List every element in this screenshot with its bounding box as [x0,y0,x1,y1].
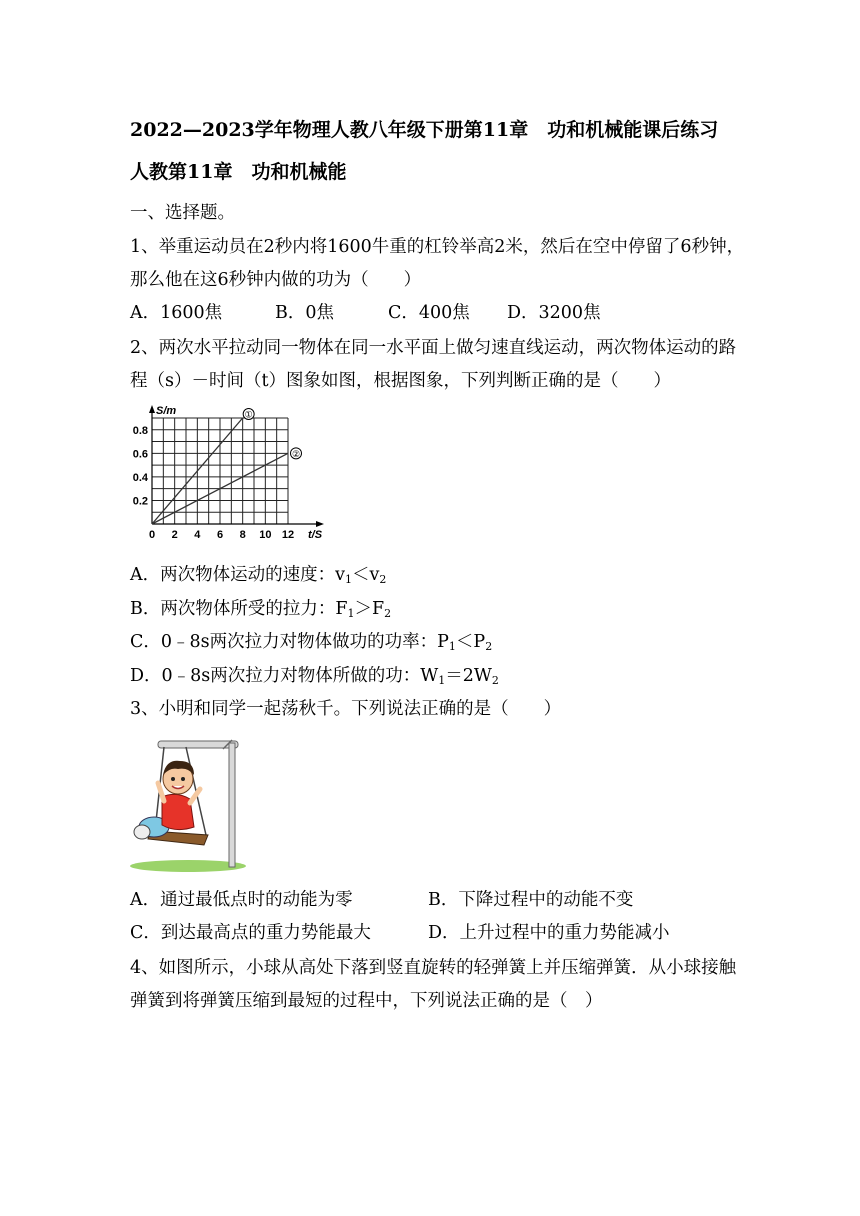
q1-stem-line1: 1、举重运动员在2秒内将1600牛重的杠铃举高2米，然后在空中停留了6秒钟， [130,237,745,257]
q1-stem-line2: 那么他在这6秒钟内做的功为（ ） [130,270,422,290]
x-tick-label: 8 [239,529,246,541]
q2-stem-line2: 程（s）－时间（t）图象如图，根据图象，下列判断正确的是（ ） [130,371,672,391]
series-label-1: ① [244,410,253,421]
x-axis-label: t/S [308,529,323,541]
q4-stem-line1: 4、如图所示，小球从高处下落到竖直旋转的轻弹簧上并压缩弹簧．从小球接触 [130,958,737,978]
x-tick-label: 10 [259,529,272,541]
q3-option-c: C．到达最高点的重力势能最大 [130,923,371,943]
q1-option-d: D．3200焦 [507,303,601,323]
q3-option-d: D．上升过程中的重力势能减小 [428,923,670,943]
x-tick-label: 6 [216,529,224,541]
x-tick-label: 12 [281,529,295,541]
y-tick-label: 0.2 [132,495,148,508]
section-heading: 一、选择题。 [130,203,235,223]
document-title: 2022—2023学年物理人教八年级下册第11章 功和机械能课后练习 [130,119,719,141]
q2-option-d: D．0﹣8s两次拉力对物体所做的功：$W_1=2W_2$ [130,666,499,687]
x-tick-label: 2 [171,529,178,541]
q2-option-a: A．两次物体运动的速度：$v_1<v_2$ [130,565,387,586]
q2-option-c: C．0﹣8s两次拉力对物体做功的功率：$P_1<P_2$ [130,632,493,653]
y-axis-arrow [149,405,155,413]
y-axis-label: S/m [156,405,177,417]
q2-option-b: B．两次物体所受的拉力：$F_1>F_2$ [130,599,392,620]
q3-option-a: A．通过最低点时的动能为零 [130,890,353,910]
chapter-title: 人教第11章 功和机械能 [130,161,347,183]
q2-stem-line1: 2、两次水平拉动同一物体在同一水平面上做匀速直线运动，两次物体运动的路 [130,338,737,358]
q3-option-b: B．下降过程中的动能不变 [428,890,634,910]
q3-stem: 3、小明和同学一起荡秋千。下列说法正确的是（ ） [130,699,562,719]
y-tick-label: 0.4 [132,471,148,484]
q1-option-a: A．1600焦 [130,303,223,323]
y-tick-label: 0.6 [132,448,148,461]
s-t-graph [128,404,328,554]
x-tick-label: 4 [194,529,201,541]
series-label-2: ② [291,449,301,460]
q1-option-c: C．400焦 [388,303,470,323]
x-axis-arrow [316,521,324,527]
q4-stem-line2: 弹簧到将弹簧压缩到最短的过程中，下列说法正确的是（ ） [130,991,603,1011]
swing-illustration [128,735,246,873]
q1-option-b: B．0焦 [275,303,334,323]
y-tick-label: 0.8 [132,424,148,437]
x-tick-label: 0 [148,529,156,541]
